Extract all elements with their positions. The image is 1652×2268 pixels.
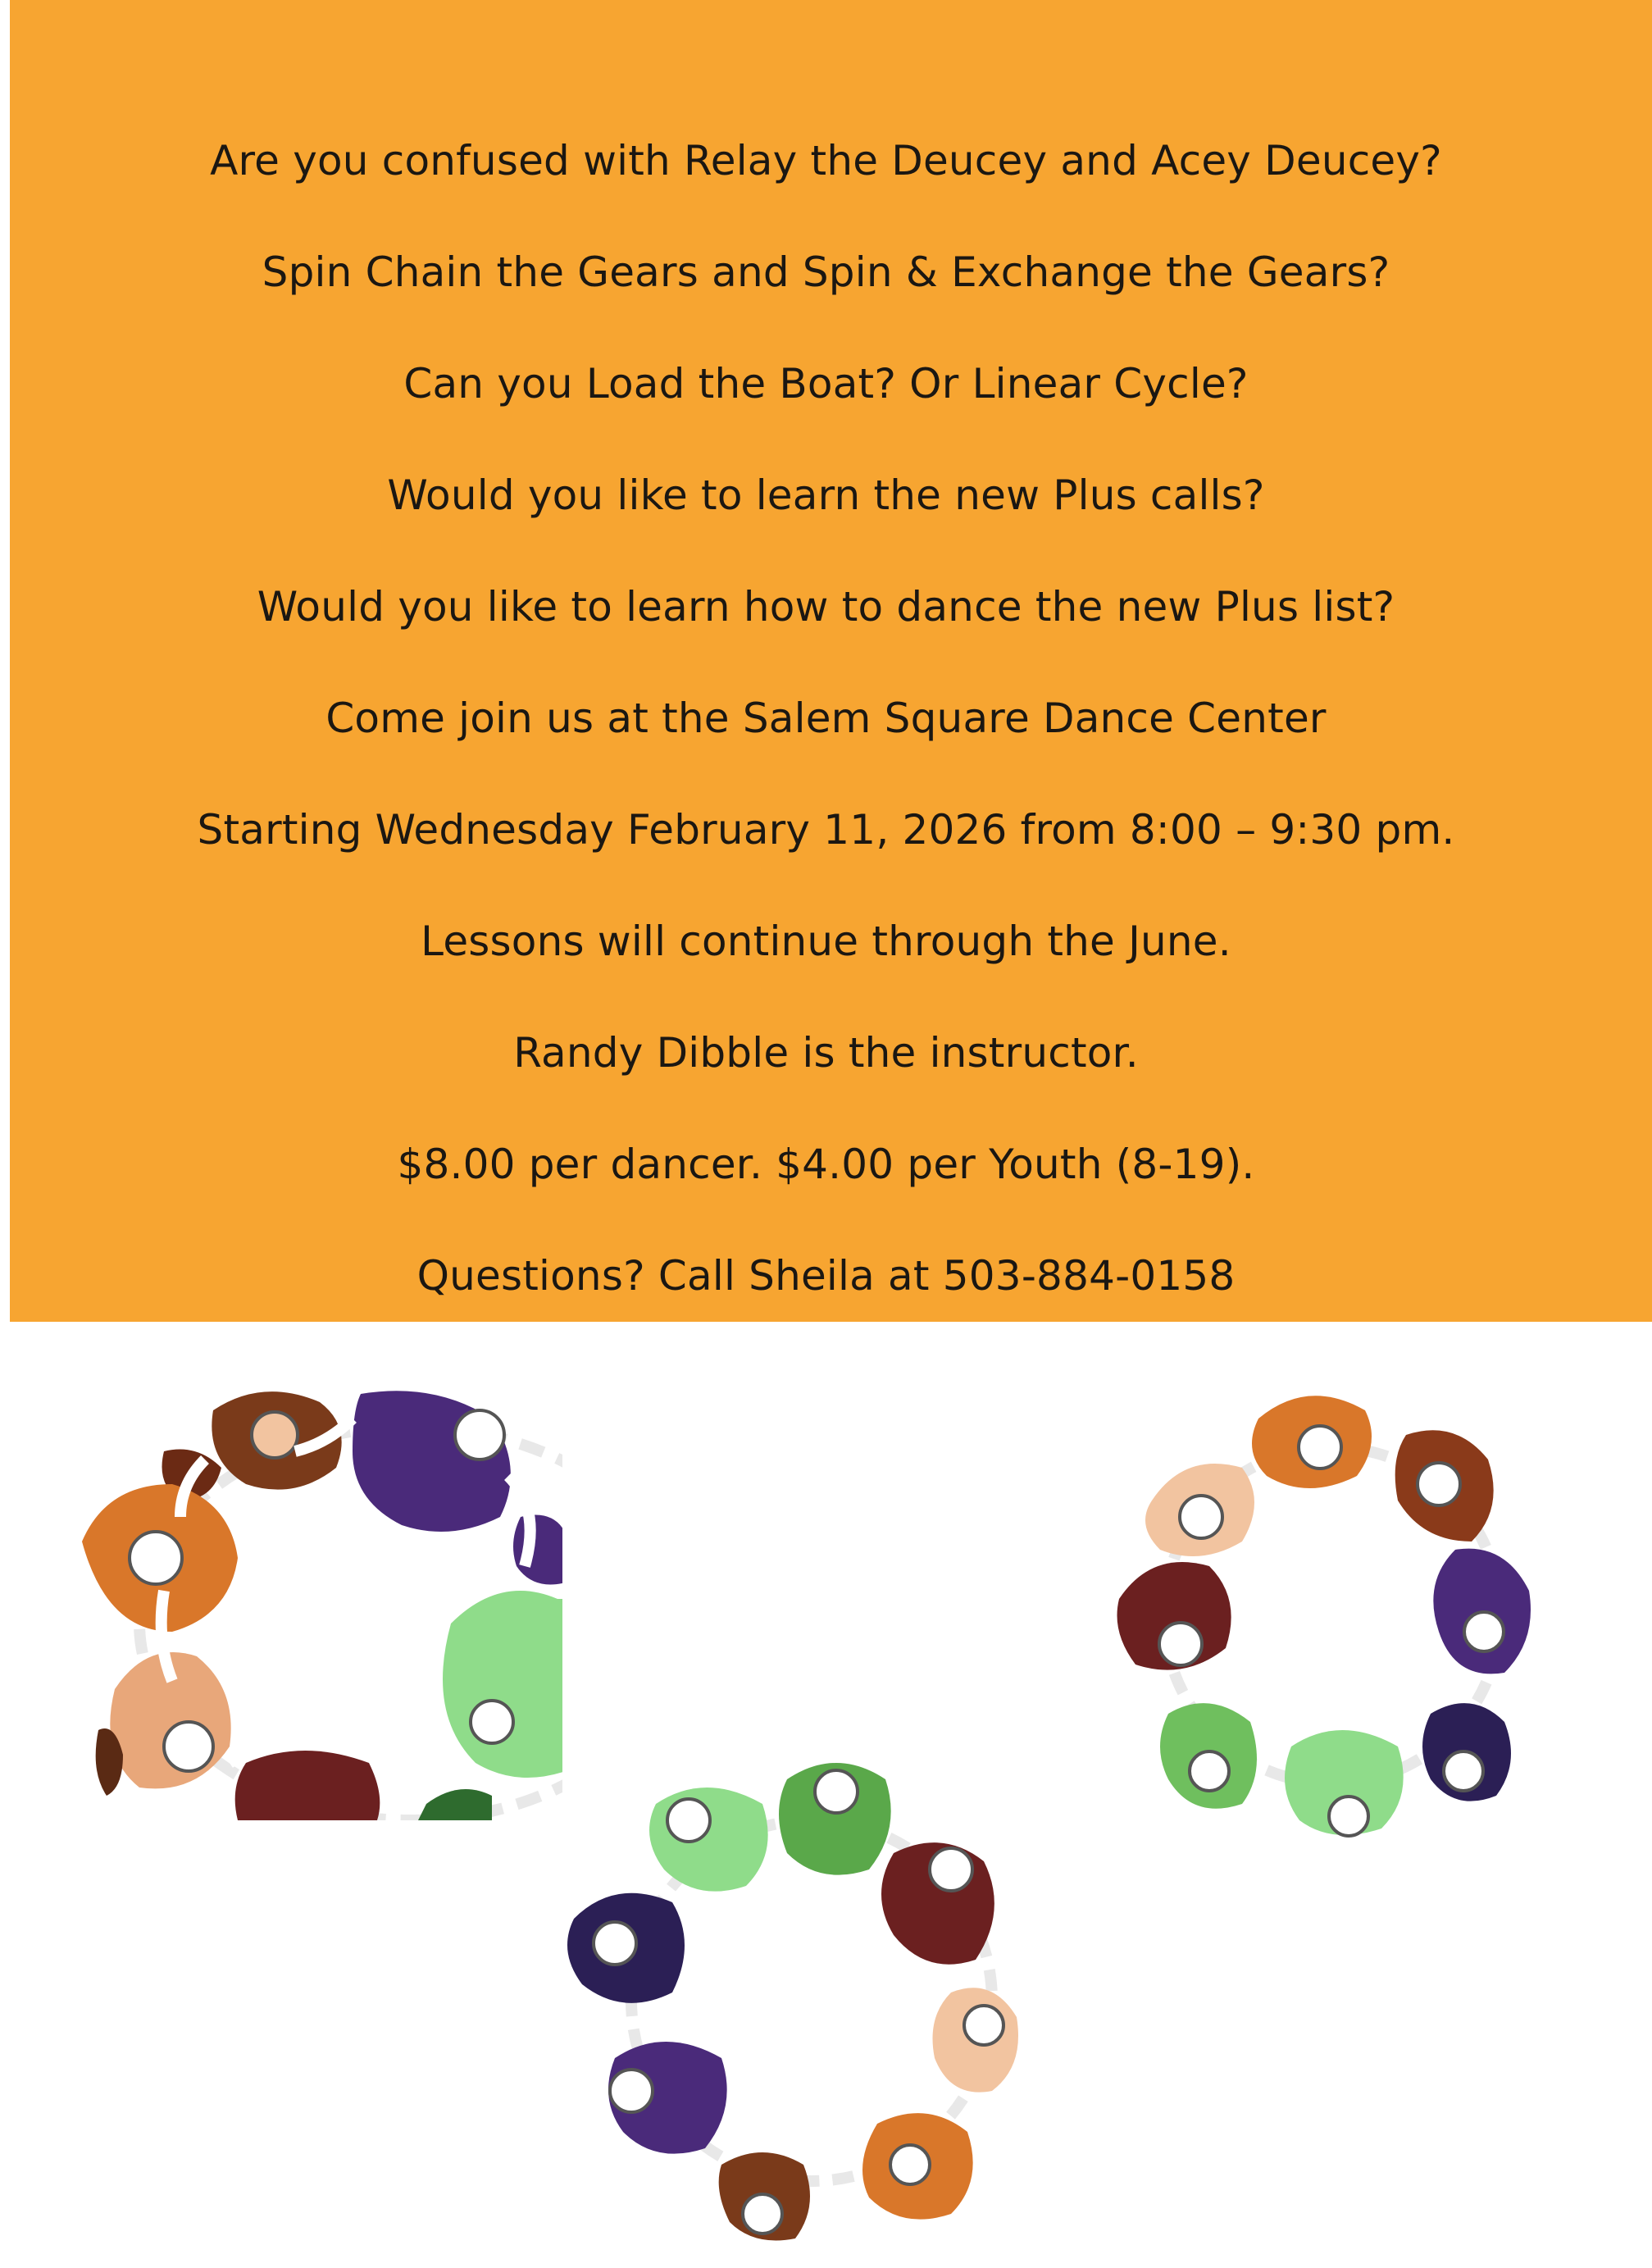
dancers-center-svg: [566, 1755, 1066, 2247]
dancers-illustration-right: [1103, 1386, 1562, 1845]
dancers-illustration-left: [66, 1378, 566, 1820]
dancers-illustration-center: [566, 1755, 1066, 2247]
line-spin-chain-gears: Spin Chain the Gears and Spin & Exchange the Gears?: [262, 248, 1390, 296]
line-new-plus-list: Would you like to learn how to dance the new Plus list?: [257, 583, 1395, 631]
line-instructor: Randy Dibble is the instructor.: [513, 1029, 1139, 1077]
line-new-plus-calls: Would you like to learn the new Plus calls?: [387, 471, 1265, 519]
line-pricing: $8.00 per dancer. $4.00 per Youth (8-19).: [397, 1141, 1255, 1188]
line-relay-deucey: Are you confused with Relay the Deucey and Acey Deucey?: [210, 137, 1442, 184]
line-venue: Come join us at the Salem Square Dance Center: [325, 695, 1327, 742]
line-load-the-boat: Can you Load the Boat? Or Linear Cycle?: [403, 360, 1249, 408]
dancers-right-svg: [1103, 1386, 1562, 1845]
line-start-date: Starting Wednesday February 11, 2026 from 8:00 – 9:30 pm.: [197, 806, 1455, 854]
dancers-left-svg: [66, 1378, 566, 1820]
line-duration: Lessons will continue through the June.: [421, 918, 1231, 965]
line-contact: Questions? Call Sheila at 503-884-0158: [416, 1252, 1236, 1300]
